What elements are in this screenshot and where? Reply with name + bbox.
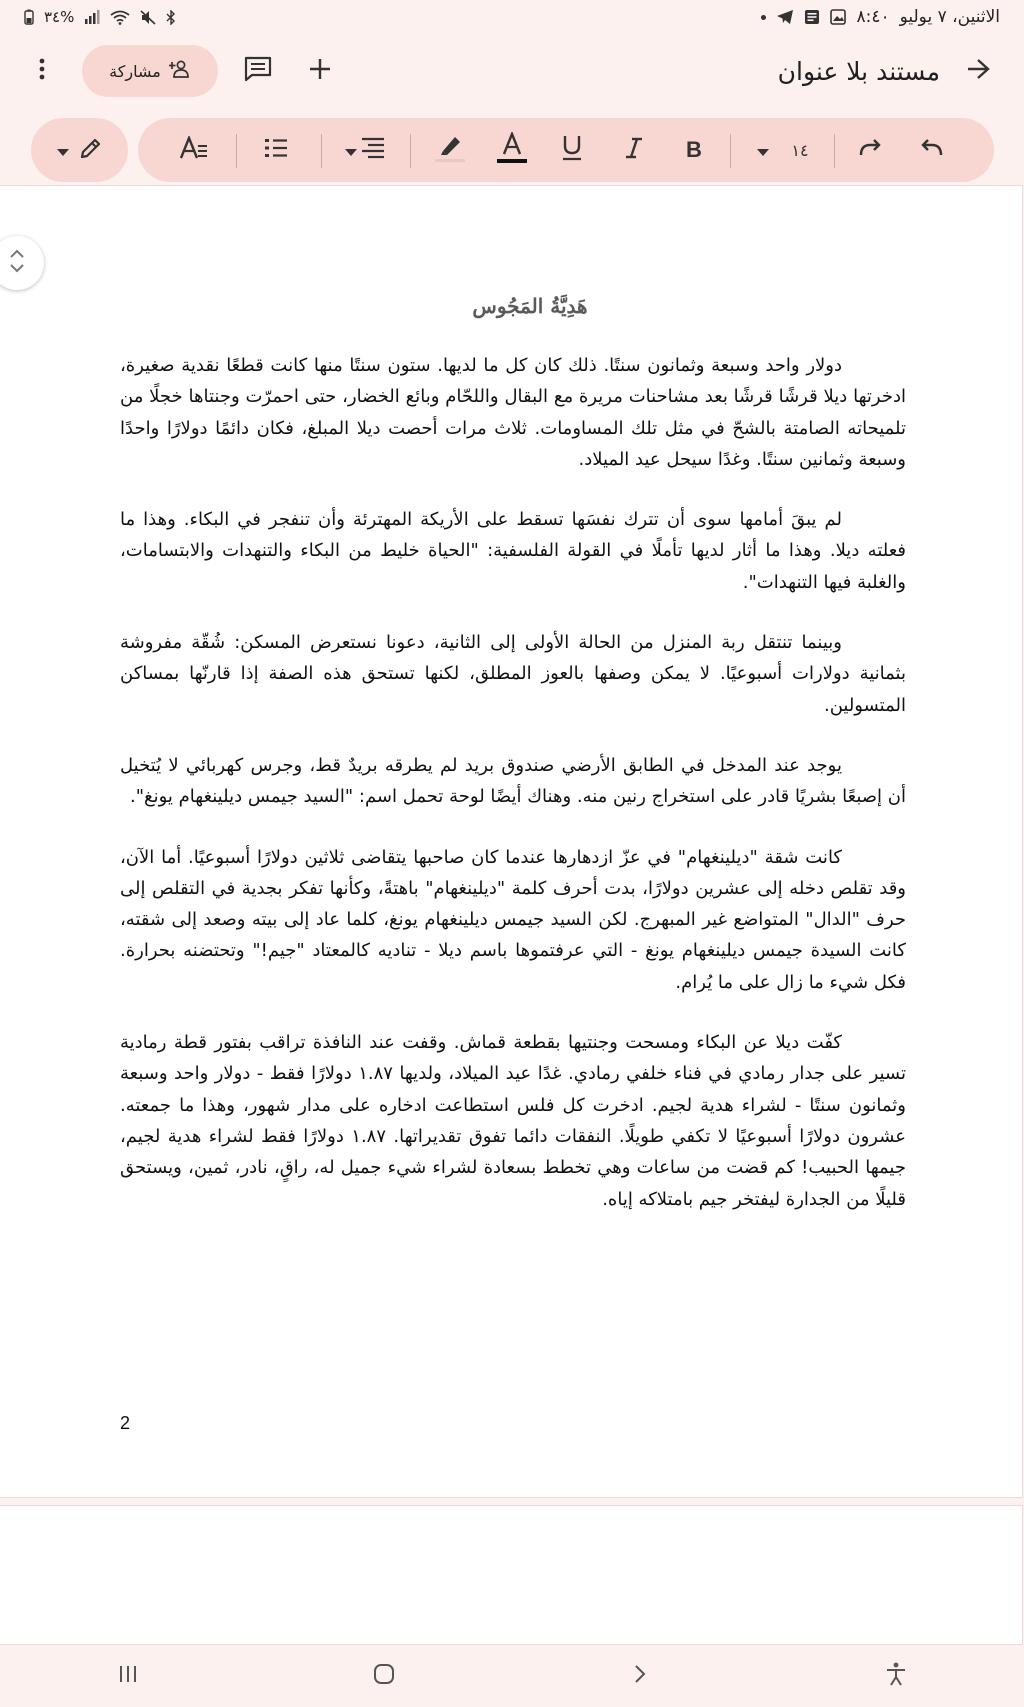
font-size-button[interactable] <box>738 118 828 182</box>
text-format-icon <box>180 136 208 164</box>
recents-button[interactable] <box>68 1645 188 1707</box>
text-style-button[interactable] <box>168 118 220 182</box>
document-title[interactable]: مستند بلا عنوان <box>777 56 940 86</box>
story-title: هَدِيَّةُ المَجُوس <box>472 294 588 318</box>
gallery-icon <box>830 9 846 25</box>
telegram-icon <box>776 9 794 25</box>
format-toolbar <box>0 116 1024 184</box>
add-person-icon <box>169 60 191 82</box>
mute-icon <box>140 10 156 25</box>
battery-percent: ٣٤% <box>44 8 75 26</box>
chevron-right-icon <box>634 1664 646 1688</box>
list-icon <box>264 137 288 163</box>
expand-icon <box>8 248 26 278</box>
app-bar <box>0 38 1024 104</box>
align-button[interactable] <box>334 118 396 182</box>
undo-icon <box>920 139 944 161</box>
scroll-handle[interactable] <box>0 236 44 290</box>
home-icon <box>373 1663 395 1689</box>
toolbar-divider <box>236 134 237 168</box>
more-options-button[interactable] <box>20 49 64 93</box>
bullet-list-button[interactable] <box>250 118 302 182</box>
next-page[interactable] <box>0 1505 1023 1645</box>
chevron-down-icon <box>757 141 769 160</box>
paragraph: يوجد عند المدخل في الطابق الأرضي صندوق بريد لم يطرقه بريدٌ قط، وجرس كهربائي لا يُتخيل أن إصبعًا بشريًا قادر على استخراج رنين منه. وهناك أيضًا لوحة تحمل اسم: "السيد جيمس ديلينغهام يونغ". <box>120 754 906 808</box>
arrow-forward-icon <box>966 58 990 84</box>
page-number: 2 <box>120 1413 131 1433</box>
story-body[interactable] <box>120 350 906 1244</box>
toolbar-divider <box>410 134 411 168</box>
document-page[interactable] <box>0 185 1023 1498</box>
pencil-icon <box>79 136 103 164</box>
wifi-icon <box>110 10 130 25</box>
italic-button[interactable] <box>608 118 660 182</box>
toolbar-divider <box>730 134 731 168</box>
highlight-color-button[interactable] <box>424 118 476 182</box>
system-nav-bar <box>0 1645 1024 1707</box>
edit-mode-button[interactable] <box>31 118 128 182</box>
insert-button[interactable] <box>298 49 342 93</box>
comment-icon <box>244 56 272 86</box>
paragraph: كانت شقة "ديلينغهام" في عزّ ازدهارها عندما كان صاحبها يتقاضى ثلاثين دولارًا أسبوعيًا. أما الآن، وقد تقلص دخله إلى عشرين دولارًا، بدت أحرف كلمة "ديلينغهام" باهتةً، وكأنها تفكر بجدية في التقلص إلى حرف "الدال" المتواضع غير المبهرج. لكن السيد جيمس ديلينغهام يونغ، كلما عاد إلى بيته وصعد إلى شقته، كانت السيدة جيمس ديلينغهام يونغ - التي عرفتموها باسم ديلا - تناديه كالمعتاد "جيم!" وتحتضنه بحرارة. فكل شيء ما زال على ما يُرام. <box>120 846 906 993</box>
bold-button[interactable] <box>668 118 720 182</box>
chevron-down-icon <box>345 141 357 160</box>
battery-icon <box>24 9 34 25</box>
home-button[interactable] <box>324 1645 444 1707</box>
app-bar-actions <box>20 45 342 97</box>
highlighter-icon <box>435 133 465 167</box>
text-color-button[interactable] <box>486 118 538 182</box>
paragraph: دولار واحد وسبعة وثمانون سنتًا. ذلك كان كل ما لديها. ستون سنتًا منها كانت قطعًا نقدية صغيرة، ادخرتها ديلا قرشًا قرشًا بعد مشاحنات مريرة مع البقال واللحّام وبائع الخضار، حتى احمرّت وجنتاها خجلًا من تلميحاته الصامتة بالشحّ في مثل تلك المساومات. ثلاث مرات أحصت ديلا المبلغ، فكان دائمًا دولارًا واحدًا وسبعة وثمانين سنتًا. وغدًا سيحل عيد الميلاد. <box>120 355 906 470</box>
italic-icon <box>625 137 643 163</box>
redo-button[interactable] <box>844 118 896 182</box>
underline-icon <box>562 135 582 165</box>
date-label: الاثنين، ٧ يوليو <box>899 7 1000 27</box>
status-right <box>761 7 1000 27</box>
plus-icon <box>308 57 332 85</box>
status-left <box>24 8 176 26</box>
more-vert-icon <box>39 58 45 84</box>
recents-icon <box>118 1665 138 1687</box>
share-button[interactable] <box>82 45 218 97</box>
dot-icon <box>761 15 766 20</box>
font-size-value: ١٤ <box>791 140 809 160</box>
back-button[interactable] <box>956 49 1000 93</box>
paragraph: كفّت ديلا عن البكاء ومسحت وجنتيها بقطعة قماش. وقفت عند النافذة تراقب بفتور قطة رمادية تسير على جدار رمادي في فناء خلفي رمادي. غدًا عيد الميلاد، ولديها ١.٨٧ دولارًا فقط - دولار واحد وسبعة وثمانون سنتًا - لشراء هدية لجيم. ادخرت كل فلس استطاعت ادخاره على مدار شهور، وهذا ما جمعته. عشرون دولارًا أسبوعيًا لا تكفي طويلًا. النفقات دائما تفوق تقديراتها. ١.٨٧ دولارًا فقط لشراء هدية لجيم، جيمها الحبيب! كم قضت من ساعات وهي تخطط بسعادة لشراء شيء جميل له، راقٍ، نادر، ثمين، ويستحق قليلًا من الجدارة ليفتخر جيم بامتلاكه إياه. <box>120 1032 907 1210</box>
signal-icon <box>84 10 100 24</box>
undo-button[interactable] <box>906 118 958 182</box>
paragraph: وبينما تنتقل ربة المنزل من الحالة الأولى إلى الثانية، دعونا نستعرض المسكن: شُقّة مفروشة بثمانية دولارات أسبوعيًا. لا يمكن وصفها بالعوز المطلق، لكنها تستحق هذه الصفة إذا قارنّها بمساكن المتسولين. <box>120 632 906 716</box>
toolbar-divider <box>321 134 322 168</box>
comments-button[interactable] <box>236 49 280 93</box>
clock-time: ٨:٤٠ <box>856 7 890 27</box>
status-bar <box>0 0 1024 34</box>
bold-icon: B <box>686 137 702 162</box>
accessibility-icon <box>885 1662 907 1690</box>
text-color-icon <box>497 132 527 168</box>
back-nav-button[interactable] <box>580 1645 700 1707</box>
news-icon <box>804 9 820 25</box>
toolbar-divider <box>834 134 835 168</box>
redo-icon <box>858 139 882 161</box>
accessibility-button[interactable] <box>836 1645 956 1707</box>
app-bar-title-area <box>778 49 1000 93</box>
share-label: مشاركة <box>109 61 161 81</box>
bluetooth-icon <box>166 10 176 25</box>
paragraph: لم يبقَ أمامها سوى أن تترك نفسَها تسقط على الأريكة المهترئة وأن تنفجر في البكاء. وهذا ما فعلته ديلا. وهذا ما أثار لديها تأملًا في القولة الفلسفية: "الحياة خليط من البكاء والتنهدات والابتسامات، والغلبة فيها التنهدات". <box>120 509 906 593</box>
align-right-icon <box>361 137 385 163</box>
format-toolbar-pill <box>138 118 994 182</box>
chevron-down-icon <box>57 141 69 160</box>
underline-button[interactable] <box>546 118 598 182</box>
